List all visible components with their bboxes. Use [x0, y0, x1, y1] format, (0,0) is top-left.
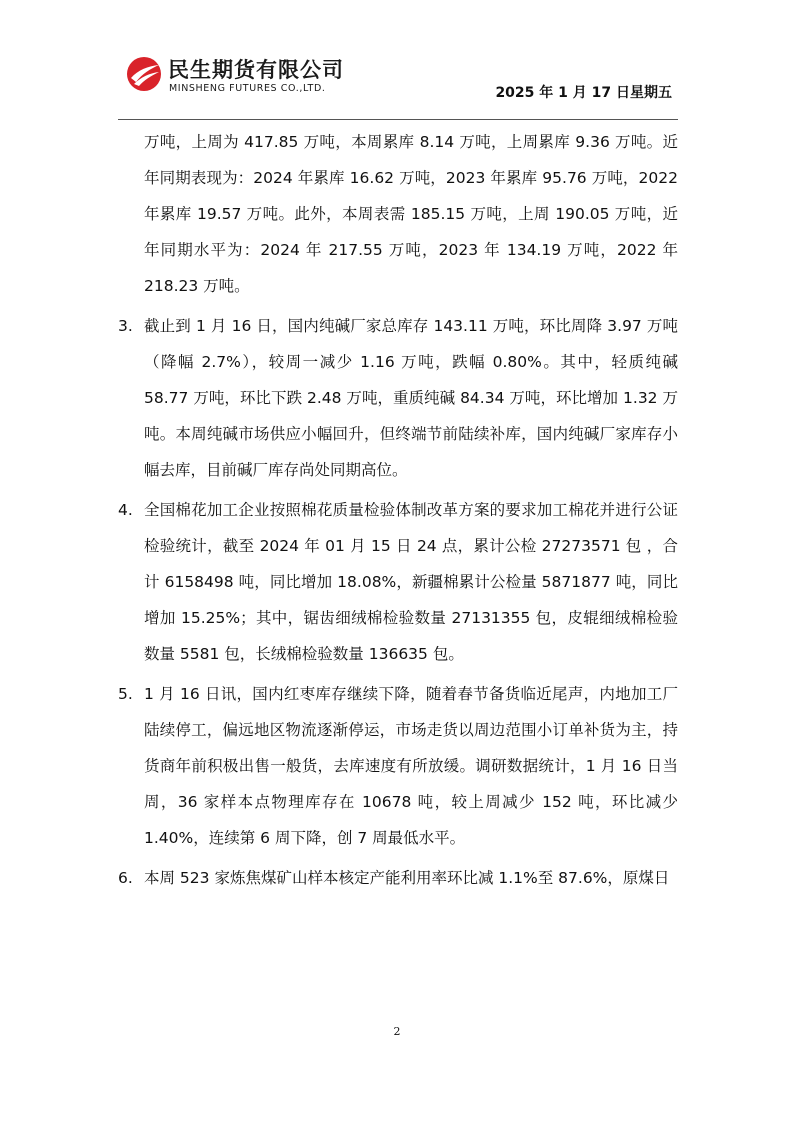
list-item-number: 5. [118, 685, 133, 703]
report-date: 2025 年 1 月 17 日星期五 [495, 85, 672, 101]
page-number: 2 [393, 1025, 401, 1038]
list-item-text: 1 月 16 日讯，国内红枣库存继续下降，随着春节备货临近尾声，内地加工厂陆续停工，偏远地区物流逐渐停运，市场走货以周边范围小订单补货为主，持货商年前积极出售一般货，去库速度有所放缓。调研数据统计，1 月 16 日当周，36 家样本点物理库存在 10678 吨，较上周减少 152 吨，环比减少 1.40%，连续第 6 周下降，创 7 周最低水平。 [144, 685, 678, 847]
list-item-text: 全国棉花加工企业按照棉花质量检验体制改革方案的要求加工棉花并进行公证检验统计，截至 2024 年 01 月 15 日 24 点，累计公检 27273571 包 ，合计 6158498 吨，同比增加 18.08%，新疆棉累计公检量 5871877 吨，同比增加 15.25%；其中，锯齿细绒棉检验数量 27131355 包，皮辊细绒棉检验数量 5581 包，长绒棉检验数量 136635 包。 [144, 501, 678, 663]
list-item-text: 本周 523 家炼焦煤矿山样本核定产能利用率环比减 1.1%至 87.6%，原煤日 [144, 869, 670, 887]
header-divider [118, 119, 678, 120]
list-item-6 [118, 860, 678, 896]
minsheng-logo-icon [126, 56, 162, 92]
list-item-number: 3. [118, 317, 133, 335]
list-item-text: 截止到 1 月 16 日，国内纯碱厂家总库存 143.11 万吨，环比周降 3.97 万吨（降幅 2.7%），较周一减少 1.16 万吨，跌幅 0.80%。其中，轻质纯碱 58.77 万吨，环比下跌 2.48 万吨，重质纯碱 84.34 万吨，环比增加 1.32 万吨。本周纯碱市场供应小幅回升，但终端节前陆续补库，国内纯碱厂家库存小幅去库，目前碱厂库存尚处同期高位。 [144, 317, 678, 479]
list-item-3 [118, 308, 678, 488]
list-item-4 [118, 492, 678, 672]
report-body [118, 124, 678, 900]
list-item-number: 6. [118, 869, 133, 887]
company-name-en: MINSHENG FUTURES CO.,LTD. [169, 83, 326, 94]
list-item-number: 4. [118, 501, 133, 519]
list-item-5 [118, 676, 678, 856]
continued-paragraph: 万吨，上周为 417.85 万吨，本周累库 8.14 万吨，上周累库 9.36 万吨。近年同期表现为：2024 年累库 16.62 万吨，2023 年累库 95.76 万吨，2022 年累库 19.57 万吨。此外，本周表需 185.15 万吨，上周 190.05 万吨，近年同期水平为：2024 年 217.55 万吨，2023 年 134.19 万吨，2022 年 218.23 万吨。 [144, 133, 678, 295]
company-name-cn: 民生期货有限公司 [168, 58, 344, 82]
page-header [118, 50, 678, 110]
